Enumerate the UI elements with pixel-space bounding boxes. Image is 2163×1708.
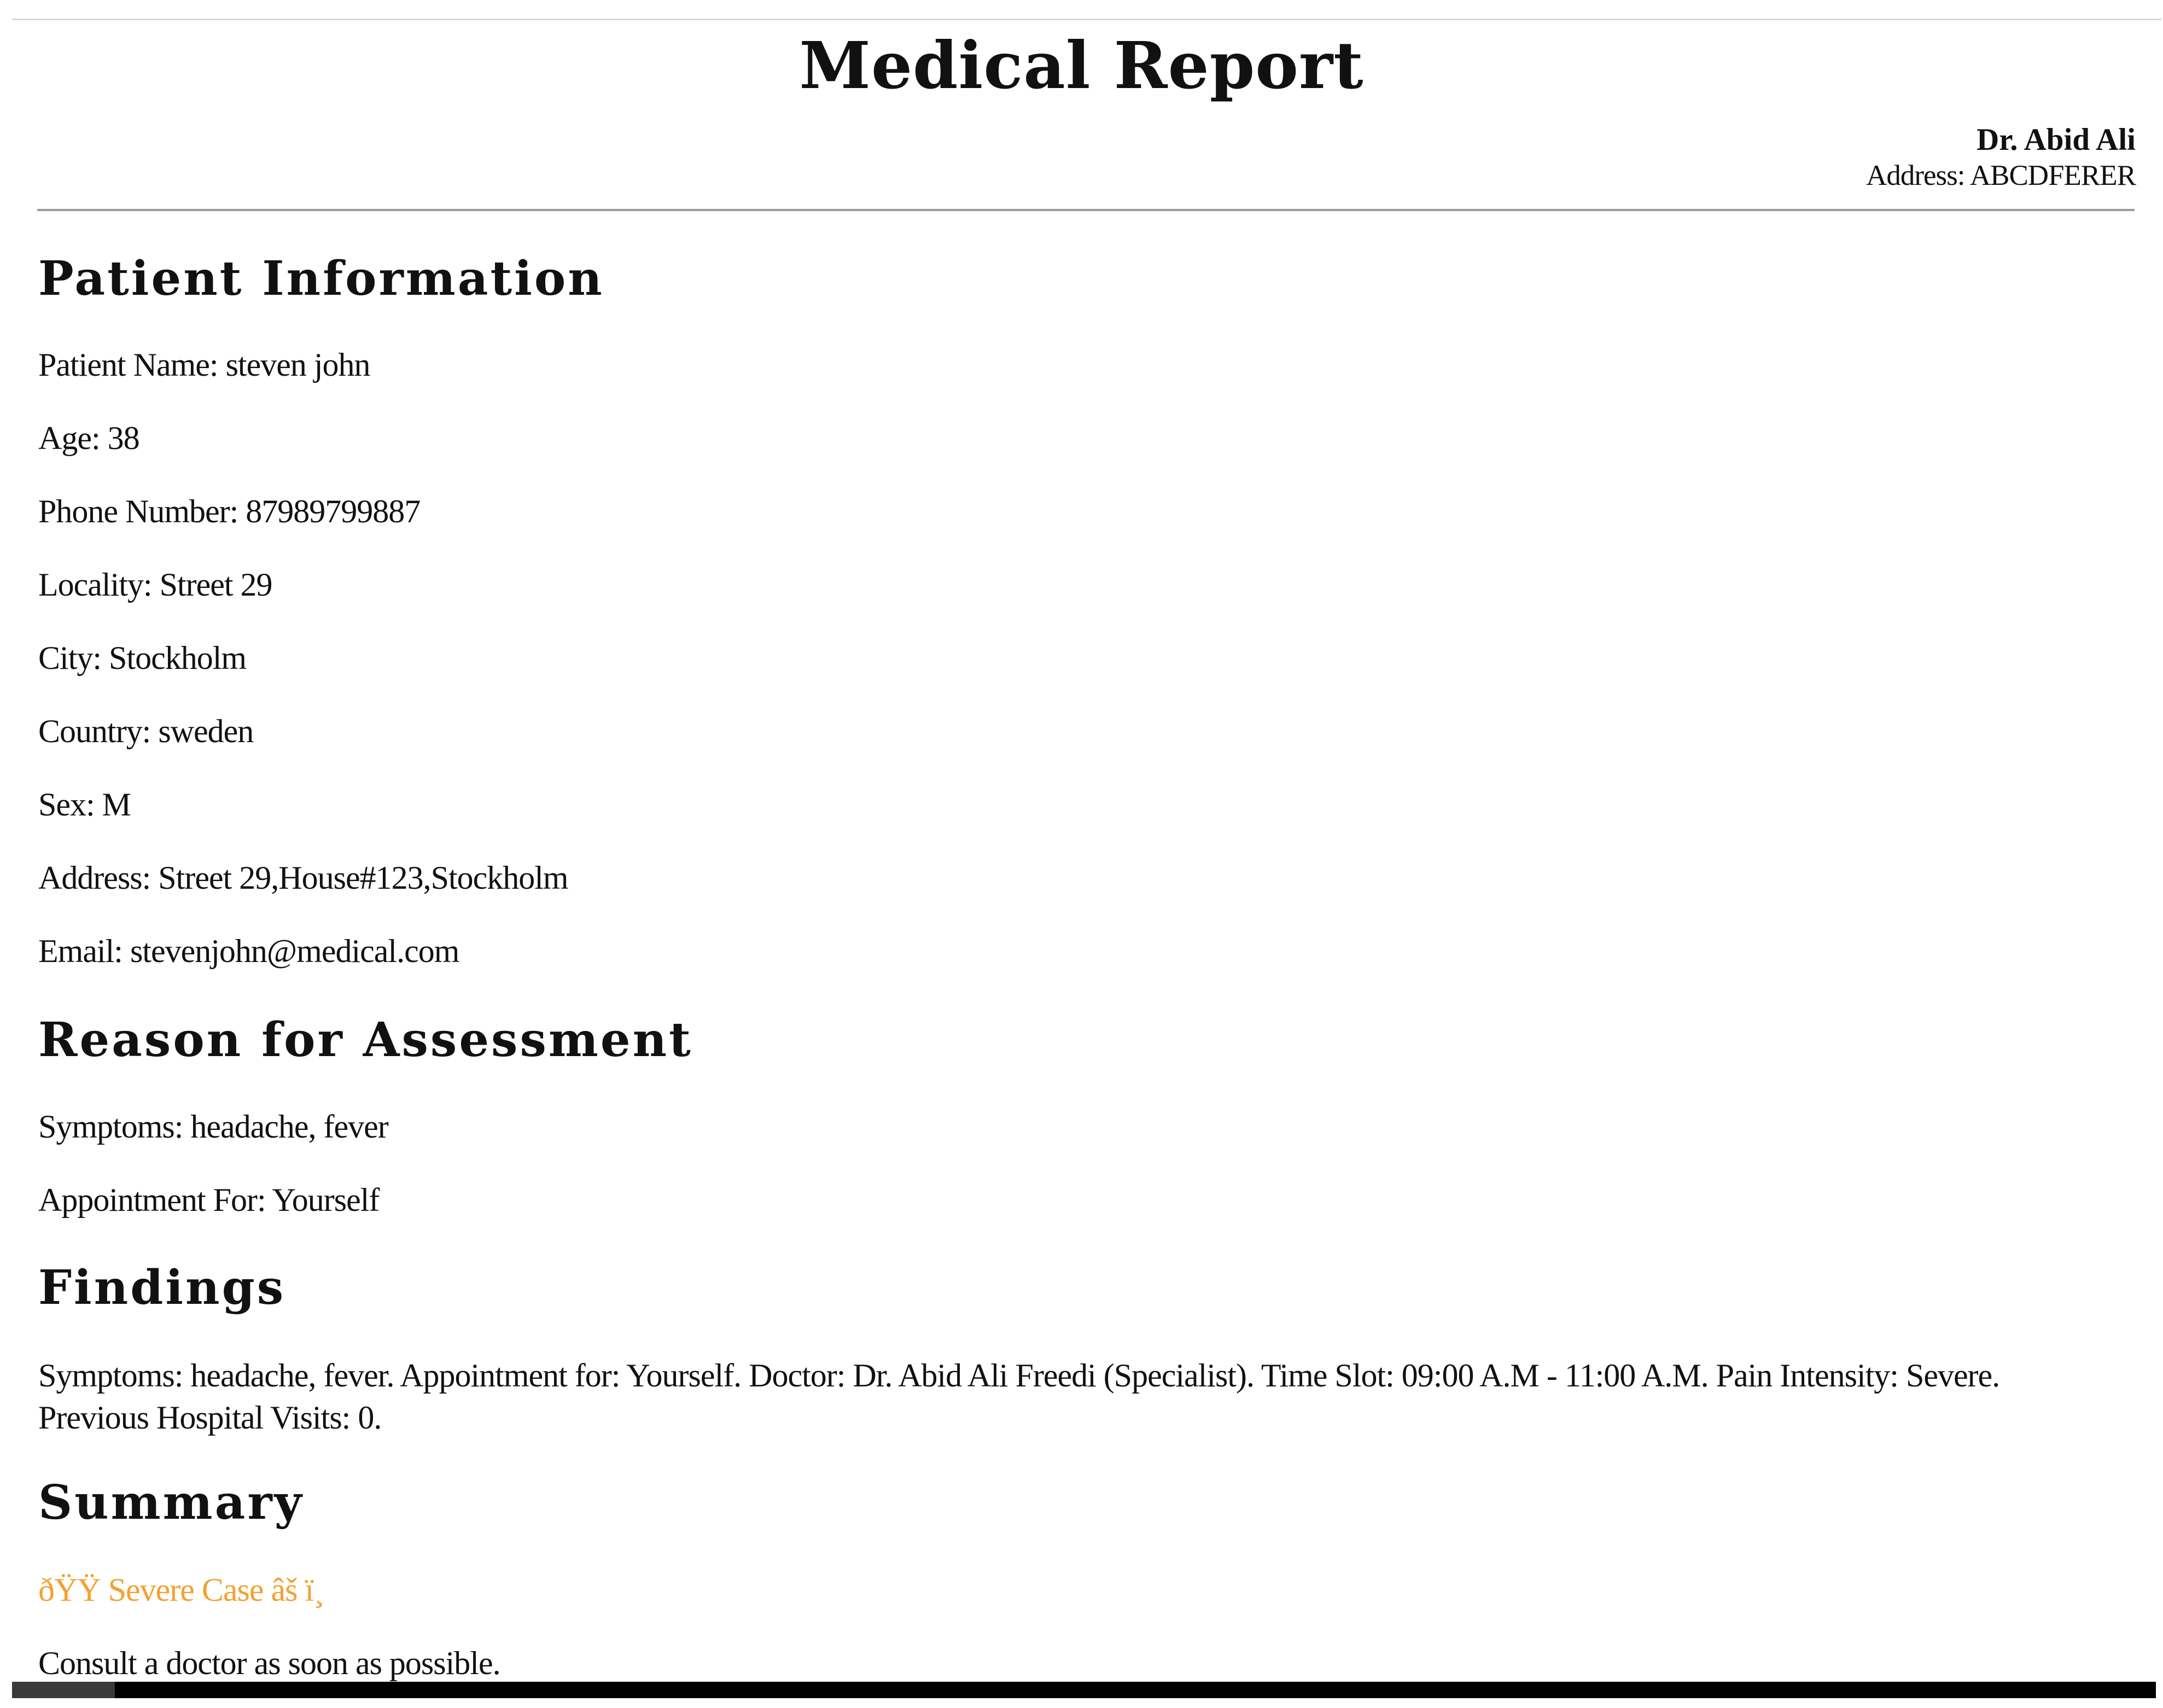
report-title: Medical Report: [799, 27, 1364, 103]
severity-badge: ðŸŸ Severe Case âš ï¸: [38, 1572, 324, 1608]
top-divider: [12, 19, 2161, 20]
patient-name-field: Patient Name: steven john: [38, 347, 370, 383]
scrollbar-thumb[interactable]: [12, 1682, 115, 1698]
findings-text: Symptoms: headache, fever. Appointment for: Yourself. Doctor: Dr. Abid Ali Freedi (Specialist). Time Slot: 09:00 A.M - 11:00 A.M. Pain Intensity: Severe. Previous Hospital Visits: 0.: [38, 1357, 2000, 1436]
appointment-for-field: Appointment For: Yourself: [38, 1182, 380, 1218]
patient-email-field: Email: stevenjohn@medical.com: [38, 933, 459, 969]
doctor-name: Dr. Abid Ali: [1977, 123, 2136, 157]
header-divider: [37, 209, 2135, 211]
patient-locality-field: Locality: Street 29: [38, 567, 272, 603]
summary-advice: Consult a doctor as soon as possible.: [38, 1645, 500, 1681]
summary-heading: Summary: [38, 1475, 304, 1530]
patient-phone-field: Phone Number: 87989799887: [38, 493, 421, 529]
doctor-info: [1866, 121, 2136, 193]
patient-information-heading: Patient Information: [38, 251, 604, 306]
findings-heading: Findings: [38, 1260, 286, 1315]
symptoms-field: Symptoms: headache, fever: [38, 1109, 388, 1145]
patient-city-field: City: Stockholm: [38, 640, 247, 676]
patient-age-field: Age: 38: [38, 420, 139, 456]
patient-address-field: Address: Street 29,House#123,Stockholm: [38, 860, 568, 896]
patient-sex-field: Sex: M: [38, 786, 131, 823]
reason-for-assessment-heading: Reason for Assessment: [38, 1012, 693, 1068]
doctor-address: Address: ABCDFERER: [1866, 160, 2136, 191]
patient-country-field: Country: sweden: [38, 713, 254, 749]
horizontal-scrollbar[interactable]: [12, 1682, 2156, 1698]
